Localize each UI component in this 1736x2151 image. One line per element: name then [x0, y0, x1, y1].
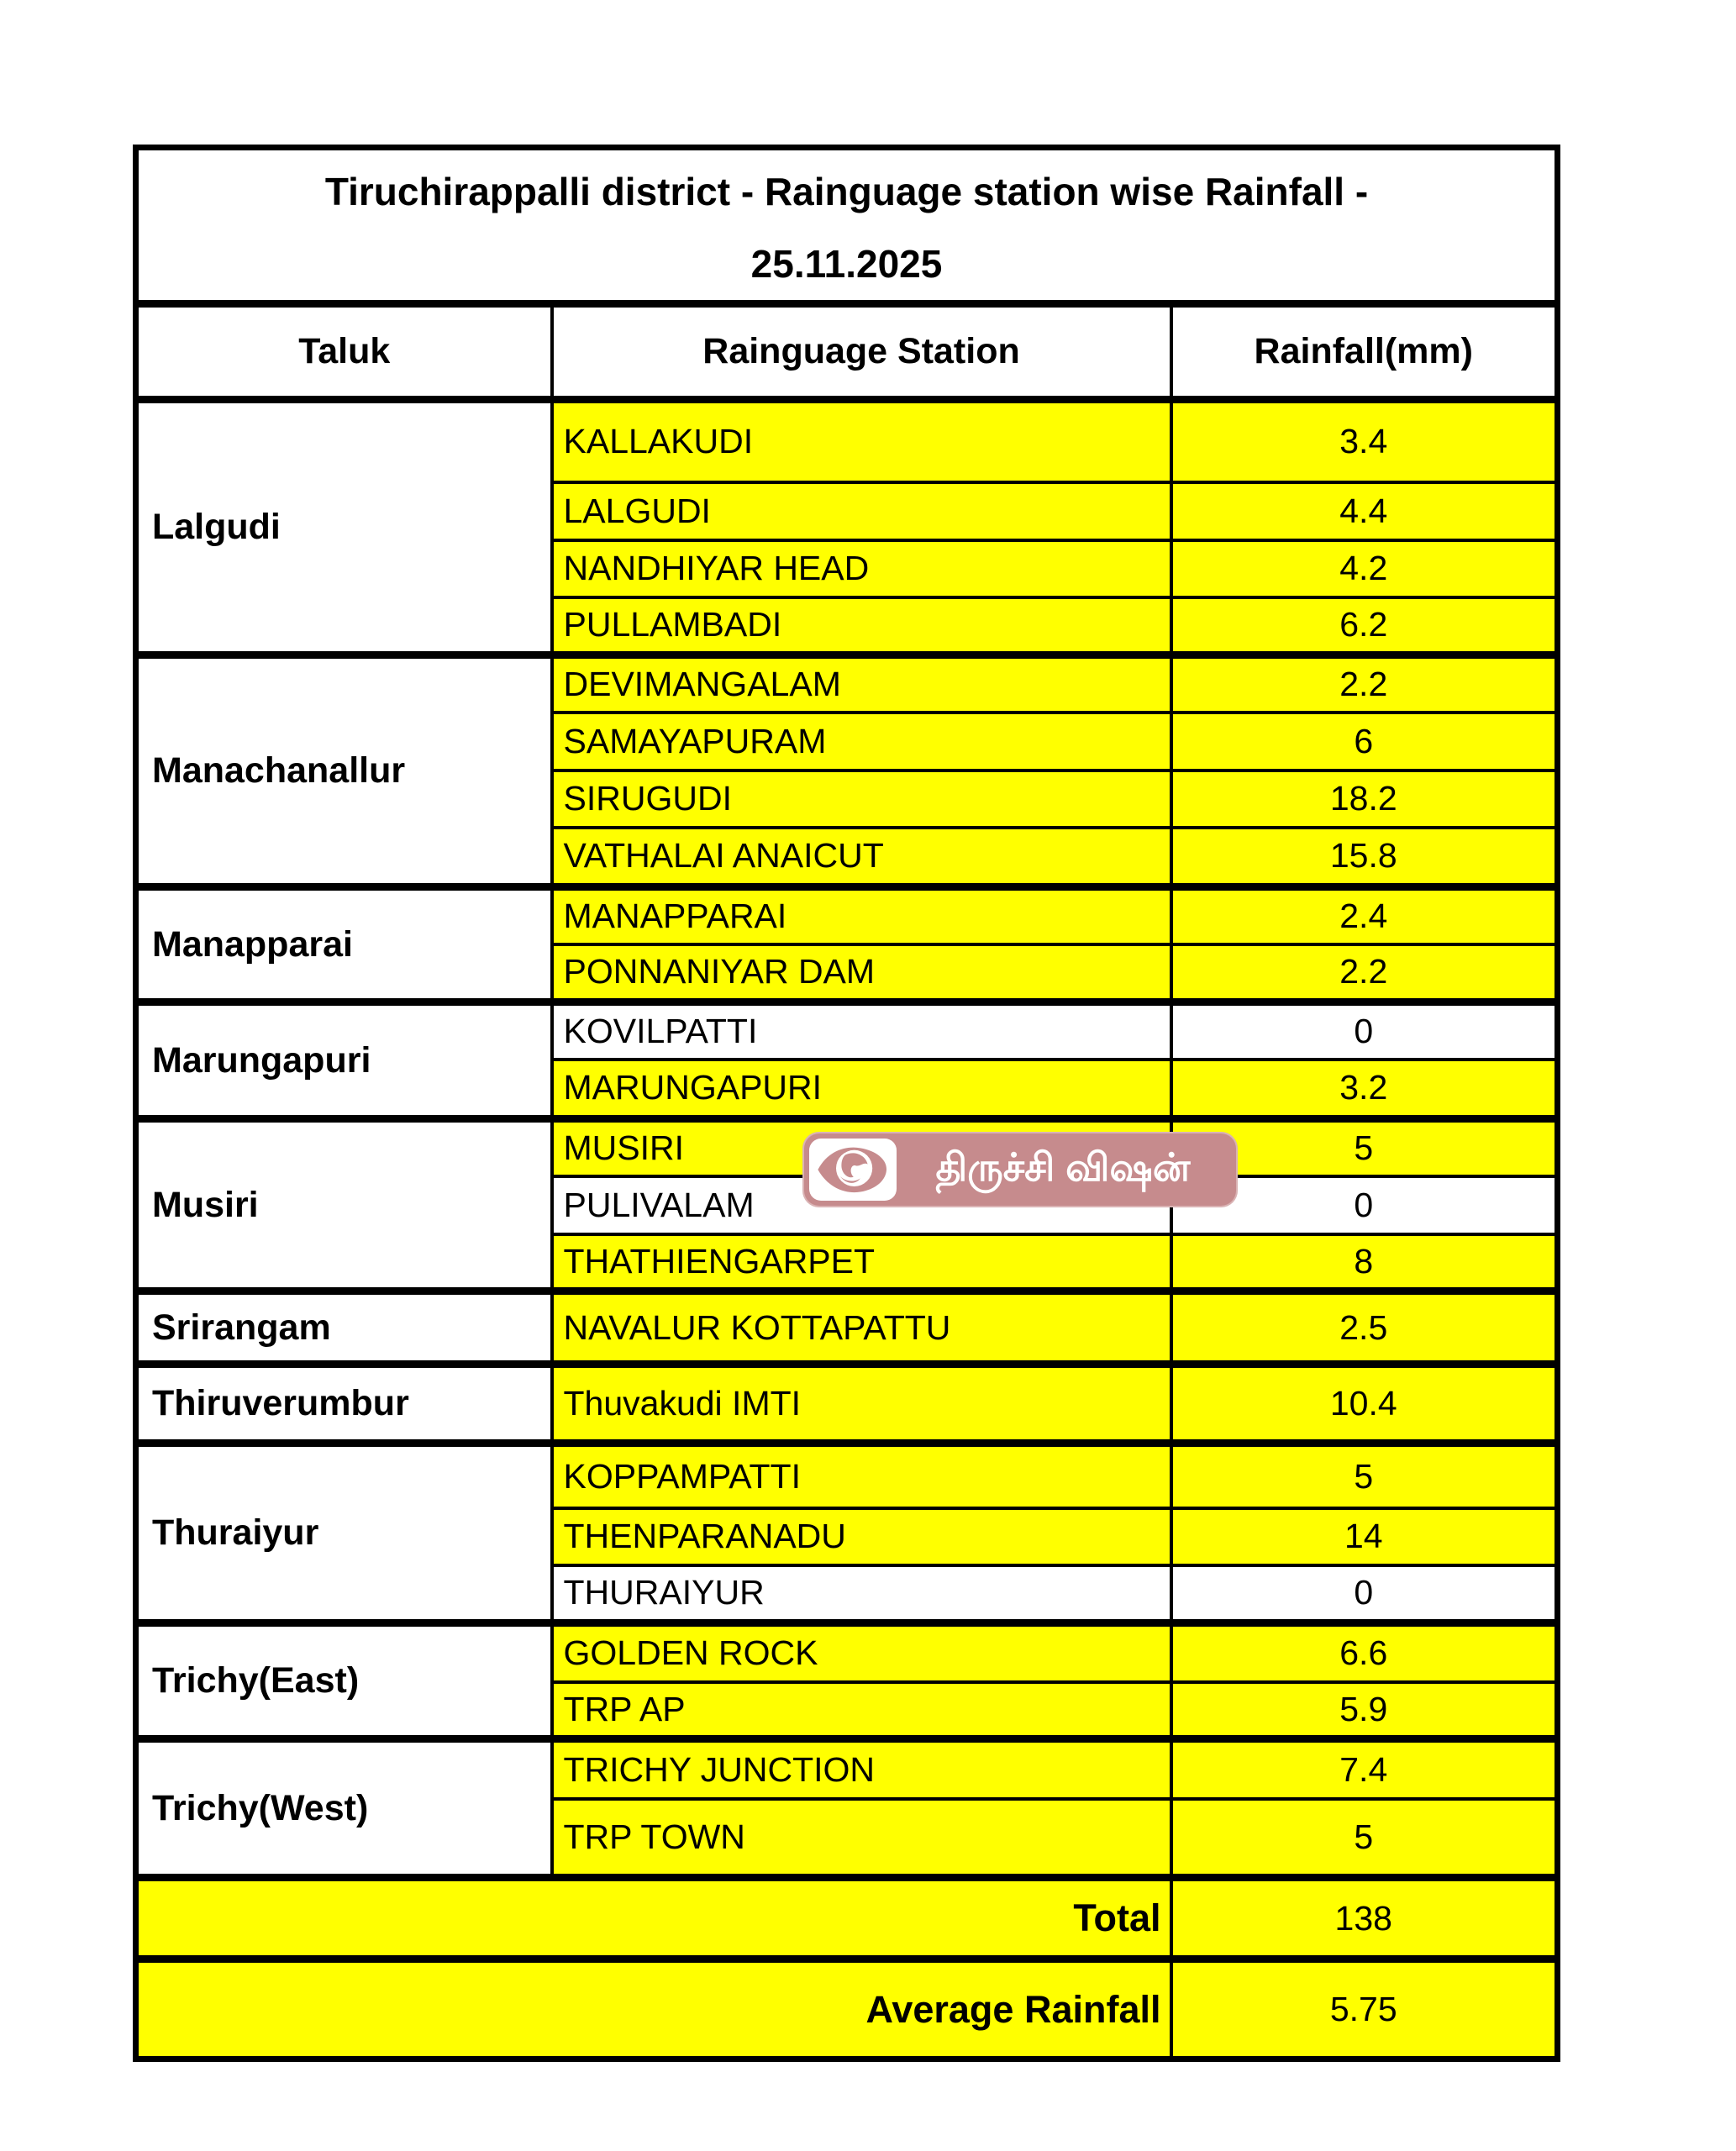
station-cell: KOVILPATTI: [552, 1002, 1171, 1060]
table-row: [136, 887, 1558, 944]
taluk-cell-trichy-east: Trichy(East): [136, 1623, 552, 1739]
rainfall-cell: 3.2: [1171, 1060, 1558, 1119]
rainfall-cell: 15.8: [1171, 828, 1558, 887]
col-header-rainfall: Rainfall(mm): [1171, 304, 1558, 400]
rainfall-cell: 4.2: [1171, 540, 1558, 597]
page-title-line2: 25.11.2025: [750, 242, 943, 286]
total-row: [136, 1878, 1558, 1959]
table-row: [136, 1623, 1558, 1682]
station-cell: GOLDEN ROCK: [552, 1623, 1171, 1682]
station-cell: VATHALAI ANAICUT: [552, 828, 1171, 887]
taluk-cell-trichy-west: Trichy(West): [136, 1739, 552, 1878]
page-title-line1: Tiruchirappalli district - Rainguage station wise Rainfall -: [324, 170, 1369, 213]
rainfall-cell: 14: [1171, 1508, 1558, 1565]
rainfall-cell: 2.4: [1171, 887, 1558, 944]
taluk-cell-manapparai: Manapparai: [136, 887, 552, 1002]
table-row: [136, 400, 1558, 482]
average-row: [136, 1959, 1558, 2059]
station-cell: Thuvakudi IMTI: [552, 1365, 1171, 1444]
taluk-cell-musiri: Musiri: [136, 1119, 552, 1291]
station-cell: MARUNGAPURI: [552, 1060, 1171, 1119]
table-header-row: [136, 304, 1558, 400]
total-value: 138: [1171, 1878, 1558, 1959]
col-header-station: Rainguage Station: [552, 304, 1171, 400]
table-row: [136, 1739, 1558, 1799]
rainfall-cell: 5: [1171, 1119, 1558, 1176]
station-cell: THENPARANADU: [552, 1508, 1171, 1565]
watermark-badge: [802, 1132, 1238, 1207]
station-cell: PULLAMBADI: [552, 597, 1171, 655]
rainfall-cell: 18.2: [1171, 770, 1558, 828]
station-cell: DEVIMANGALAM: [552, 655, 1171, 713]
rainfall-cell: 6: [1171, 713, 1558, 770]
rainfall-table: [133, 145, 1560, 2062]
total-label: Total: [136, 1878, 1171, 1959]
table-row: [136, 655, 1558, 713]
station-cell: TRP TOWN: [552, 1799, 1171, 1878]
taluk-cell-thuraiyur: Thuraiyur: [136, 1444, 552, 1623]
rainfall-cell: 10.4: [1171, 1365, 1558, 1444]
station-cell: THURAIYUR: [552, 1565, 1171, 1623]
station-cell: SIRUGUDI: [552, 770, 1171, 828]
taluk-cell-marungapuri: Marungapuri: [136, 1002, 552, 1119]
station-cell: NANDHIYAR HEAD: [552, 540, 1171, 597]
average-label: Average Rainfall: [136, 1959, 1171, 2059]
station-cell: MUSIRI: [552, 1119, 1171, 1176]
rainfall-cell: 0: [1171, 1002, 1558, 1060]
rainfall-cell: 3.4: [1171, 400, 1558, 482]
station-cell: TRP AP: [552, 1682, 1171, 1739]
station-cell: PONNANIYAR DAM: [552, 944, 1171, 1002]
station-cell: KALLAKUDI: [552, 400, 1171, 482]
station-cell: LALGUDI: [552, 482, 1171, 540]
table-row: [136, 1365, 1558, 1444]
rainfall-cell: 5.9: [1171, 1682, 1558, 1739]
rainfall-cell: 5: [1171, 1799, 1558, 1878]
rainfall-cell: 5: [1171, 1444, 1558, 1508]
rainfall-cell: 2.5: [1171, 1291, 1558, 1365]
title-row: [136, 148, 1558, 304]
table-row: [136, 1444, 1558, 1508]
rainfall-cell: 0: [1171, 1565, 1558, 1623]
station-cell: SAMAYAPURAM: [552, 713, 1171, 770]
watermark-text: திருச்சி விஷன்: [935, 1144, 1191, 1189]
eye-logo-icon: [809, 1139, 897, 1201]
station-cell: PULIVALAM: [552, 1176, 1171, 1234]
taluk-cell-manachanallur: Manachanallur: [136, 655, 552, 887]
rainfall-cell: 0: [1171, 1176, 1558, 1234]
rainfall-cell: 2.2: [1171, 655, 1558, 713]
page-title: [136, 148, 1558, 304]
table-row: [136, 1291, 1558, 1365]
taluk-cell-srirangam: Srirangam: [136, 1291, 552, 1365]
station-cell: KOPPAMPATTI: [552, 1444, 1171, 1508]
station-cell: THATHIENGARPET: [552, 1234, 1171, 1291]
rainfall-cell: 4.4: [1171, 482, 1558, 540]
rainfall-cell: 7.4: [1171, 1739, 1558, 1799]
station-cell: NAVALUR KOTTAPATTU: [552, 1291, 1171, 1365]
rainfall-cell: 6.6: [1171, 1623, 1558, 1682]
rainfall-cell: 2.2: [1171, 944, 1558, 1002]
col-header-taluk: Taluk: [136, 304, 552, 400]
taluk-cell-lalgudi: Lalgudi: [136, 400, 552, 655]
rainfall-cell: 8: [1171, 1234, 1558, 1291]
station-cell: TRICHY JUNCTION: [552, 1739, 1171, 1799]
rainfall-cell: 6.2: [1171, 597, 1558, 655]
average-value: 5.75: [1171, 1959, 1558, 2059]
taluk-cell-thiruverumbur: Thiruverumbur: [136, 1365, 552, 1444]
station-cell: MANAPPARAI: [552, 887, 1171, 944]
table-row: [136, 1002, 1558, 1060]
